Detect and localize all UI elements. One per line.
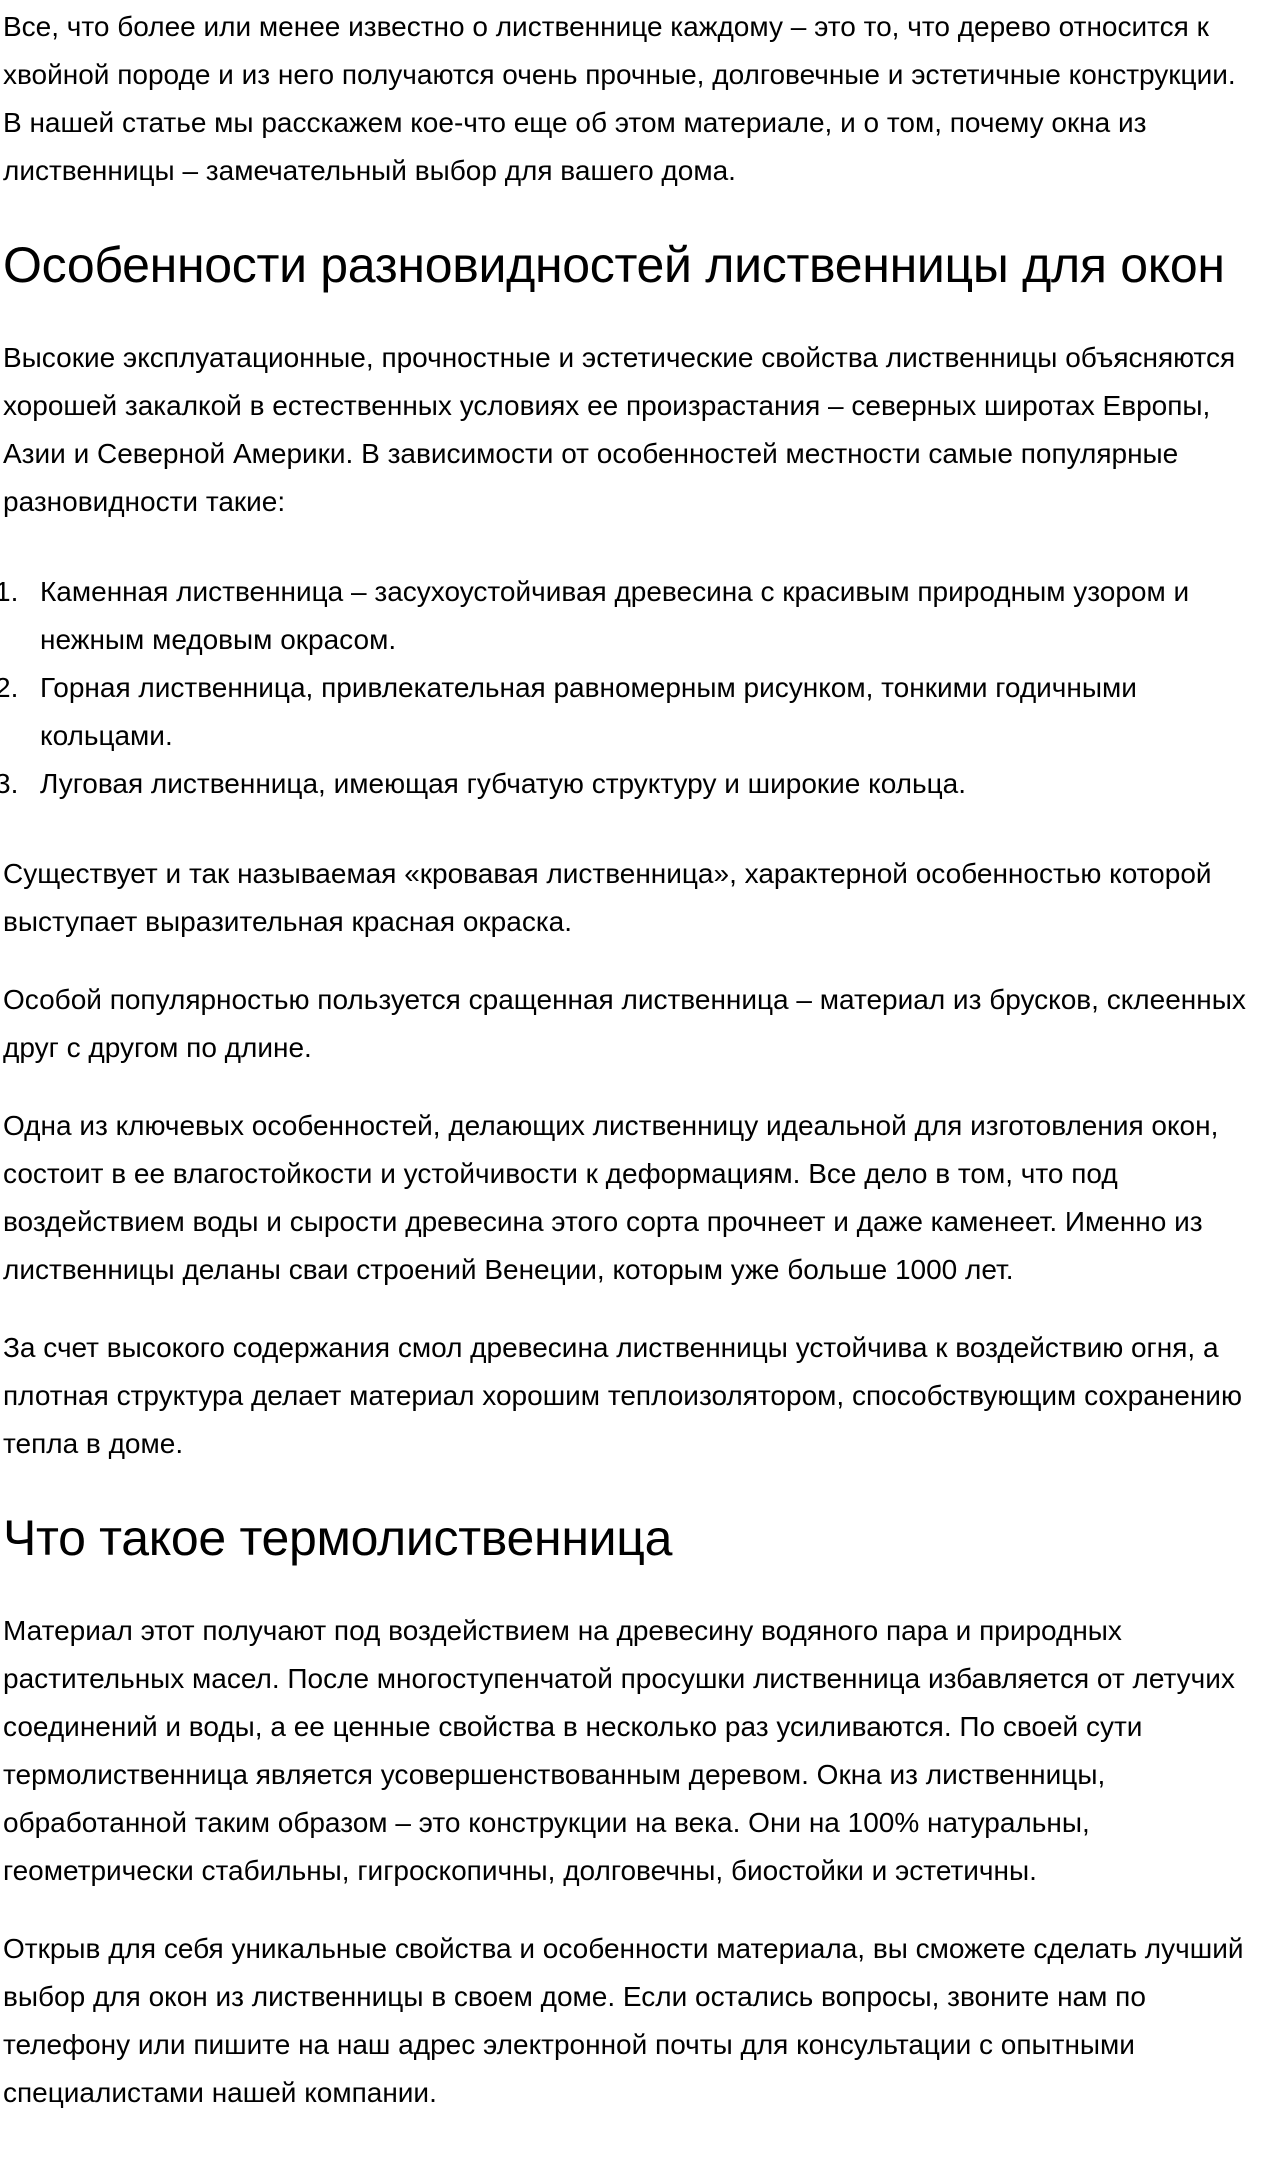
paragraph-varieties-intro: Высокие эксплуатационные, прочностные и эстетические свойства лиственницы объясняются хорошей закалкой в естественных условиях ее произрастания – северных широтах Европы, Азии и Северной Америки. В зависимости от особенностей местности самые популярные разновидности такие: [3,342,1236,517]
article-body [3,3,1258,2117]
list-item-meadow-larch: Луговая лиственница, имеющая губчатую структуру и широкие кольца. [40,768,966,799]
paragraph-thermolarch-description: Материал этот получают под воздействием на древесину водяного пара и природных растительных масел. После многоступенчатой просушки лиственница избавляется от летучих соединений и воды, а ее ценные свойства в несколько раз усиливаются. По своей сути термолиственница является усовершенствованным деревом. Окна из лиственницы, обработанной таким образом – это конструкции на века. Они на 100% натуральны, геометрически стабильны, гигроскопичны, долговечны, биостойки и эстетичны. [3,1615,1235,1886]
section-heading-larch-varieties: Особенности разновидностей лиственницы для окон [3,237,1225,293]
paragraph-blood-larch: Существует и так называемая «кровавая лиственница», характерной особенностью которой выступает выразительная красная окраска. [3,858,1212,937]
paragraph-fire-resistance: За счет высокого содержания смол древесина лиственницы устойчива к воздействию огня, а плотная структура делает материал хорошим теплоизолятором, способствующим сохранению тепла в доме. [3,1332,1242,1459]
paragraph-spliced-larch: Особой популярностью пользуется сращенная лиственница – материал из брусков, склеенных друг с другом по длине. [3,984,1246,1063]
intro-paragraph: Все, что более или менее известно о лиственнице каждому – это то, что дерево относится к хвойной породе и из него получаются очень прочные, долговечные и эстетичные конструкции. В нашей статье мы расскажем кое-что еще об этом материале, и о том, почему окна из лиственницы – замечательный выбор для вашего дома. [3,11,1236,186]
paragraph-conclusion-contacts: Открыв для себя уникальные свойства и особенности материала, вы сможете сделать лучший выбор для окон из лиственницы в своем доме. Если остались вопросы, звоните нам по телефону или пишите на наш адрес электронной почты для консультации с опытными специалистами нашей компании. [3,1933,1244,2108]
list-item-stone-larch: Каменная лиственница – засухоустойчивая древесина с красивым природным узором и нежным медовым окрасом. [40,576,1190,655]
list-item-mountain-larch: Горная лиственница, привлекательная равномерным рисунком, тонкими годичными кольцами. [40,672,1137,751]
larch-varieties-list [3,568,1258,808]
paragraph-moisture-resistance: Одна из ключевых особенностей, делающих лиственницу идеальной для изготовления окон, состоит в ее влагостойкости и устойчивости к деформациям. Все дело в том, что под воздействием воды и сырости древесина этого сорта прочнеет и даже каменеет. Именно из лиственницы деланы сваи строений Венеции, которым уже больше 1000 лет. [3,1110,1219,1285]
section-heading-thermolarch: Что такое термолиственница [3,1510,673,1566]
